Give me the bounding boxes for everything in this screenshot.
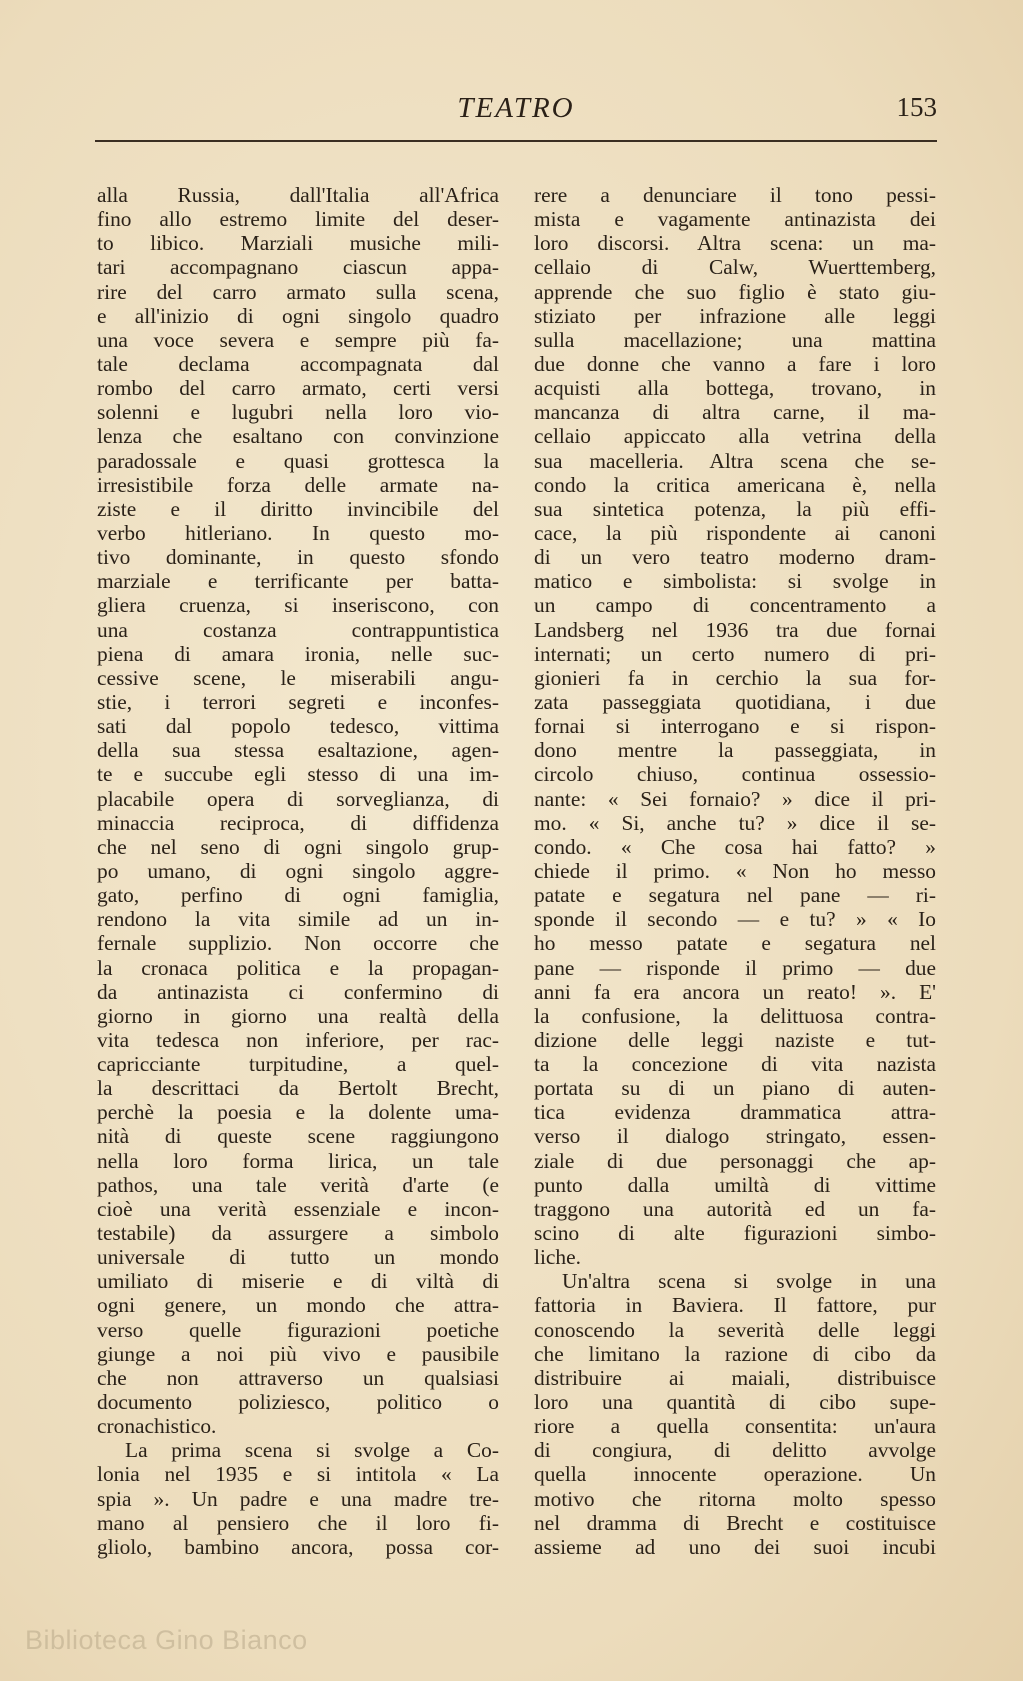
text-line: mista e vagamente antinazista dei <box>534 207 936 232</box>
text-line: spia ». Un padre e una madre tre- <box>97 1486 499 1511</box>
text-line: la confusione, la delittuosa contra- <box>534 1003 936 1028</box>
page-number: 153 <box>896 92 937 122</box>
text-line: rendono la vita simile ad un in- <box>97 907 499 932</box>
text-line: un campo di concentramento a <box>534 593 936 618</box>
text-line: due donne che vanno a fare i loro <box>534 351 936 376</box>
text-line: matico e simbolista: si svolge in <box>534 569 936 594</box>
text-line: minaccia reciproca, di diffidenza <box>97 810 499 835</box>
text-line: ziste e il diritto invincibile del <box>97 496 499 521</box>
text-line: fino allo estremo limite del deser- <box>97 207 499 232</box>
text-line: ogni genere, un mondo che attra- <box>97 1293 499 1318</box>
text-line: solenni e lugubri nella loro vio- <box>97 400 499 425</box>
text-line: ziale di due personaggi che ap- <box>534 1148 936 1173</box>
text-line: sulla macellazione; una mattina <box>534 327 936 352</box>
text-line: loro una quantità di cibo supe- <box>534 1390 936 1415</box>
text-line: condo. « Che cosa hai fatto? » <box>534 834 936 859</box>
text-line: rere a denunciare il tono pessi- <box>534 183 936 207</box>
text-line: conoscendo la severità delle leggi <box>534 1317 936 1342</box>
text-line: universale di tutto un mondo <box>97 1245 499 1270</box>
text-line: verso quelle figurazioni poetiche <box>97 1317 499 1342</box>
text-line: cellaio di Calw, Wuerttemberg, <box>534 255 936 280</box>
text-line: capricciante turpitudine, a quel- <box>97 1052 499 1077</box>
text-line: traggono una autorità ed un fa- <box>534 1196 936 1221</box>
text-line: fattoria in Baviera. Il fattore, pur <box>534 1293 936 1318</box>
text-line: La prima scena si svolge a Co- <box>125 1438 499 1463</box>
text-line: chiede il primo. « Non ho messo <box>534 858 936 883</box>
text-line: placabile opera di sorveglianza, di <box>97 786 499 811</box>
text-line: una voce severa e sempre più fa- <box>97 327 499 352</box>
text-line: zata passeggiata quotidiana, i due <box>534 689 936 714</box>
text-line: circolo chiuso, continua ossessio- <box>534 762 936 787</box>
text-line: cace, la più rispondente ai canoni <box>534 520 936 545</box>
text-line: portata su di un piano di auten- <box>534 1076 936 1101</box>
text-line: che non attraverso un qualsiasi <box>97 1365 499 1390</box>
text-line: scino di alte figurazioni simbo- <box>534 1221 936 1246</box>
text-line: nel dramma di Brecht e costituisce <box>534 1510 936 1535</box>
text-line: verso il dialogo stringato, essen- <box>534 1124 936 1149</box>
text-line: una costanza contrappuntistica <box>97 617 499 642</box>
text-line: Landsberg nel 1936 tra due fornai <box>534 617 936 642</box>
text-line: tari accompagnano ciascun appa- <box>97 255 499 280</box>
text-line: irresistibile forza delle armate na- <box>97 472 499 497</box>
text-line: rire del carro armato sulla scena, <box>97 279 499 304</box>
text-line: liche. <box>534 1245 581 1270</box>
text-line: alla Russia, dall'Italia all'Africa <box>97 183 499 207</box>
text-line: dono mentre la passeggiata, in <box>534 738 936 763</box>
watermark: Biblioteca Gino Bianco <box>25 1625 308 1655</box>
text-line: perchè la poesia e la dolente uma- <box>97 1100 499 1125</box>
text-line: documento poliziesco, politico o <box>97 1390 499 1415</box>
running-title: TEATRO <box>457 92 575 124</box>
text-line: nante: « Sei fornaio? » dice il pri- <box>534 786 936 811</box>
text-line: condo la critica americana è, nella <box>534 472 936 497</box>
text-line: pane — risponde il primo — due <box>534 955 936 980</box>
text-line: di congiura, di delitto avvolge <box>534 1438 936 1463</box>
text-line: loro discorsi. Altra scena: un ma- <box>534 231 936 256</box>
text-line: la descrittaci da Bertolt Brecht, <box>97 1076 499 1101</box>
text-line: verbo hitleriano. In questo mo- <box>97 520 499 545</box>
text-line: giorno in giorno una realtà della <box>97 1003 499 1028</box>
text-line: stiziato per infrazione alle leggi <box>534 303 936 328</box>
page-header <box>95 92 937 136</box>
text-line: tica evidenza drammatica attra- <box>534 1100 936 1125</box>
text-line: di un vero teatro moderno dram- <box>534 545 936 570</box>
text-line: giunge a noi più vivo e pausibile <box>97 1341 499 1366</box>
text-line: fornai si interrogano e si rispon- <box>534 714 936 739</box>
text-line: umiliato di miserie e di viltà di <box>97 1269 499 1294</box>
text-line: po umano, di ogni singolo aggre- <box>97 858 499 883</box>
text-line: tale declama accompagnata dal <box>97 351 499 376</box>
text-line: distribuire ai maiali, distribuisce <box>534 1365 936 1390</box>
right-column <box>534 183 936 1559</box>
text-line: cellaio appiccato alla vetrina della <box>534 424 936 449</box>
text-line: gionieri fa in cerchio la sua for- <box>534 665 936 690</box>
text-line: quella innocente operazione. Un <box>534 1462 936 1487</box>
text-line: e all'inizio di ogni singolo quadro <box>97 303 499 328</box>
text-line: riore a quella consentita: un'aura <box>534 1414 936 1439</box>
text-line: punto dalla umiltà di vittime <box>534 1172 936 1197</box>
text-line: internati; un certo numero di pri- <box>534 641 936 666</box>
text-line: sua macelleria. Altra scena che se- <box>534 448 936 473</box>
text-line: lonia nel 1935 e si intitola « La <box>97 1462 499 1487</box>
text-line: rombo del carro armato, certi versi <box>97 376 499 401</box>
text-line: che limitano la razione di cibo da <box>534 1341 936 1366</box>
text-line: assieme ad uno dei suoi incubi <box>534 1534 936 1559</box>
text-line: patate e segatura nel pane — ri- <box>534 883 936 908</box>
text-line: cioè una verità essenziale e incon- <box>97 1196 499 1221</box>
text-line: fernale supplizio. Non occorre che <box>97 931 499 956</box>
text-line: cronachistico. <box>97 1414 217 1439</box>
text-line: la cronaca politica e la propagan- <box>97 955 499 980</box>
text-line: te e succube egli stesso di una im- <box>97 762 499 787</box>
text-line: da antinazista ci confermino di <box>97 979 499 1004</box>
text-line: pathos, una tale verità d'arte (e <box>97 1172 499 1197</box>
text-line: nità di queste scene raggiungono <box>97 1124 499 1149</box>
header-rule <box>95 140 937 142</box>
text-line: tivo dominante, in questo sfondo <box>97 545 499 570</box>
text-line: che nel seno di ogni singolo grup- <box>97 834 499 859</box>
text-line: stie, i terrori segreti e inconfes- <box>97 689 499 714</box>
text-line: ta la concezione di vita nazista <box>534 1052 936 1077</box>
text-line: ho messo patate e segatura nel <box>534 931 936 956</box>
text-line: sua sintetica potenza, la più effi- <box>534 496 936 521</box>
text-line: nella loro forma lirica, un tale <box>97 1148 499 1173</box>
text-line: vita tedesca non inferiore, per rac- <box>97 1027 499 1052</box>
text-line: motivo che ritorna molto spesso <box>534 1486 936 1511</box>
text-line: sponde il secondo — e tu? » « Io <box>534 907 936 932</box>
text-line: mancanza di altra carne, il ma- <box>534 400 936 425</box>
text-line: gato, perfino di ogni famiglia, <box>97 883 499 908</box>
text-line: gliera cruenza, si inseriscono, con <box>97 593 499 618</box>
text-line: Un'altra scena si svolge in una <box>562 1269 936 1294</box>
text-line: della sua stessa esaltazione, agen- <box>97 738 499 763</box>
text-line: paradossale e quasi grottesca la <box>97 448 499 473</box>
text-line: lenza che esaltano con convinzione <box>97 424 499 449</box>
text-line: anni fa era ancora un reato! ». E' <box>534 979 936 1004</box>
left-column <box>97 183 499 1559</box>
text-line: apprende che suo figlio è stato giu- <box>534 279 936 304</box>
text-line: mano al pensiero che il loro fi- <box>97 1510 499 1535</box>
text-line: marziale e terrificante per batta- <box>97 569 499 594</box>
text-line: testabile) da assurgere a simbolo <box>97 1221 499 1246</box>
text-line: sati dal popolo tedesco, vittima <box>97 714 499 739</box>
text-line: piena di amara ironia, nelle suc- <box>97 641 499 666</box>
text-line: mo. « Si, anche tu? » dice il se- <box>534 810 936 835</box>
text-line: gliolo, bambino ancora, possa cor- <box>97 1534 499 1559</box>
text-line: acquisti alla bottega, trovano, in <box>534 376 936 401</box>
text-line: cessive scene, le miserabili angu- <box>97 665 499 690</box>
text-line: to libico. Marziali musiche mili- <box>97 231 499 256</box>
text-line: dizione delle leggi naziste e tut- <box>534 1027 936 1052</box>
